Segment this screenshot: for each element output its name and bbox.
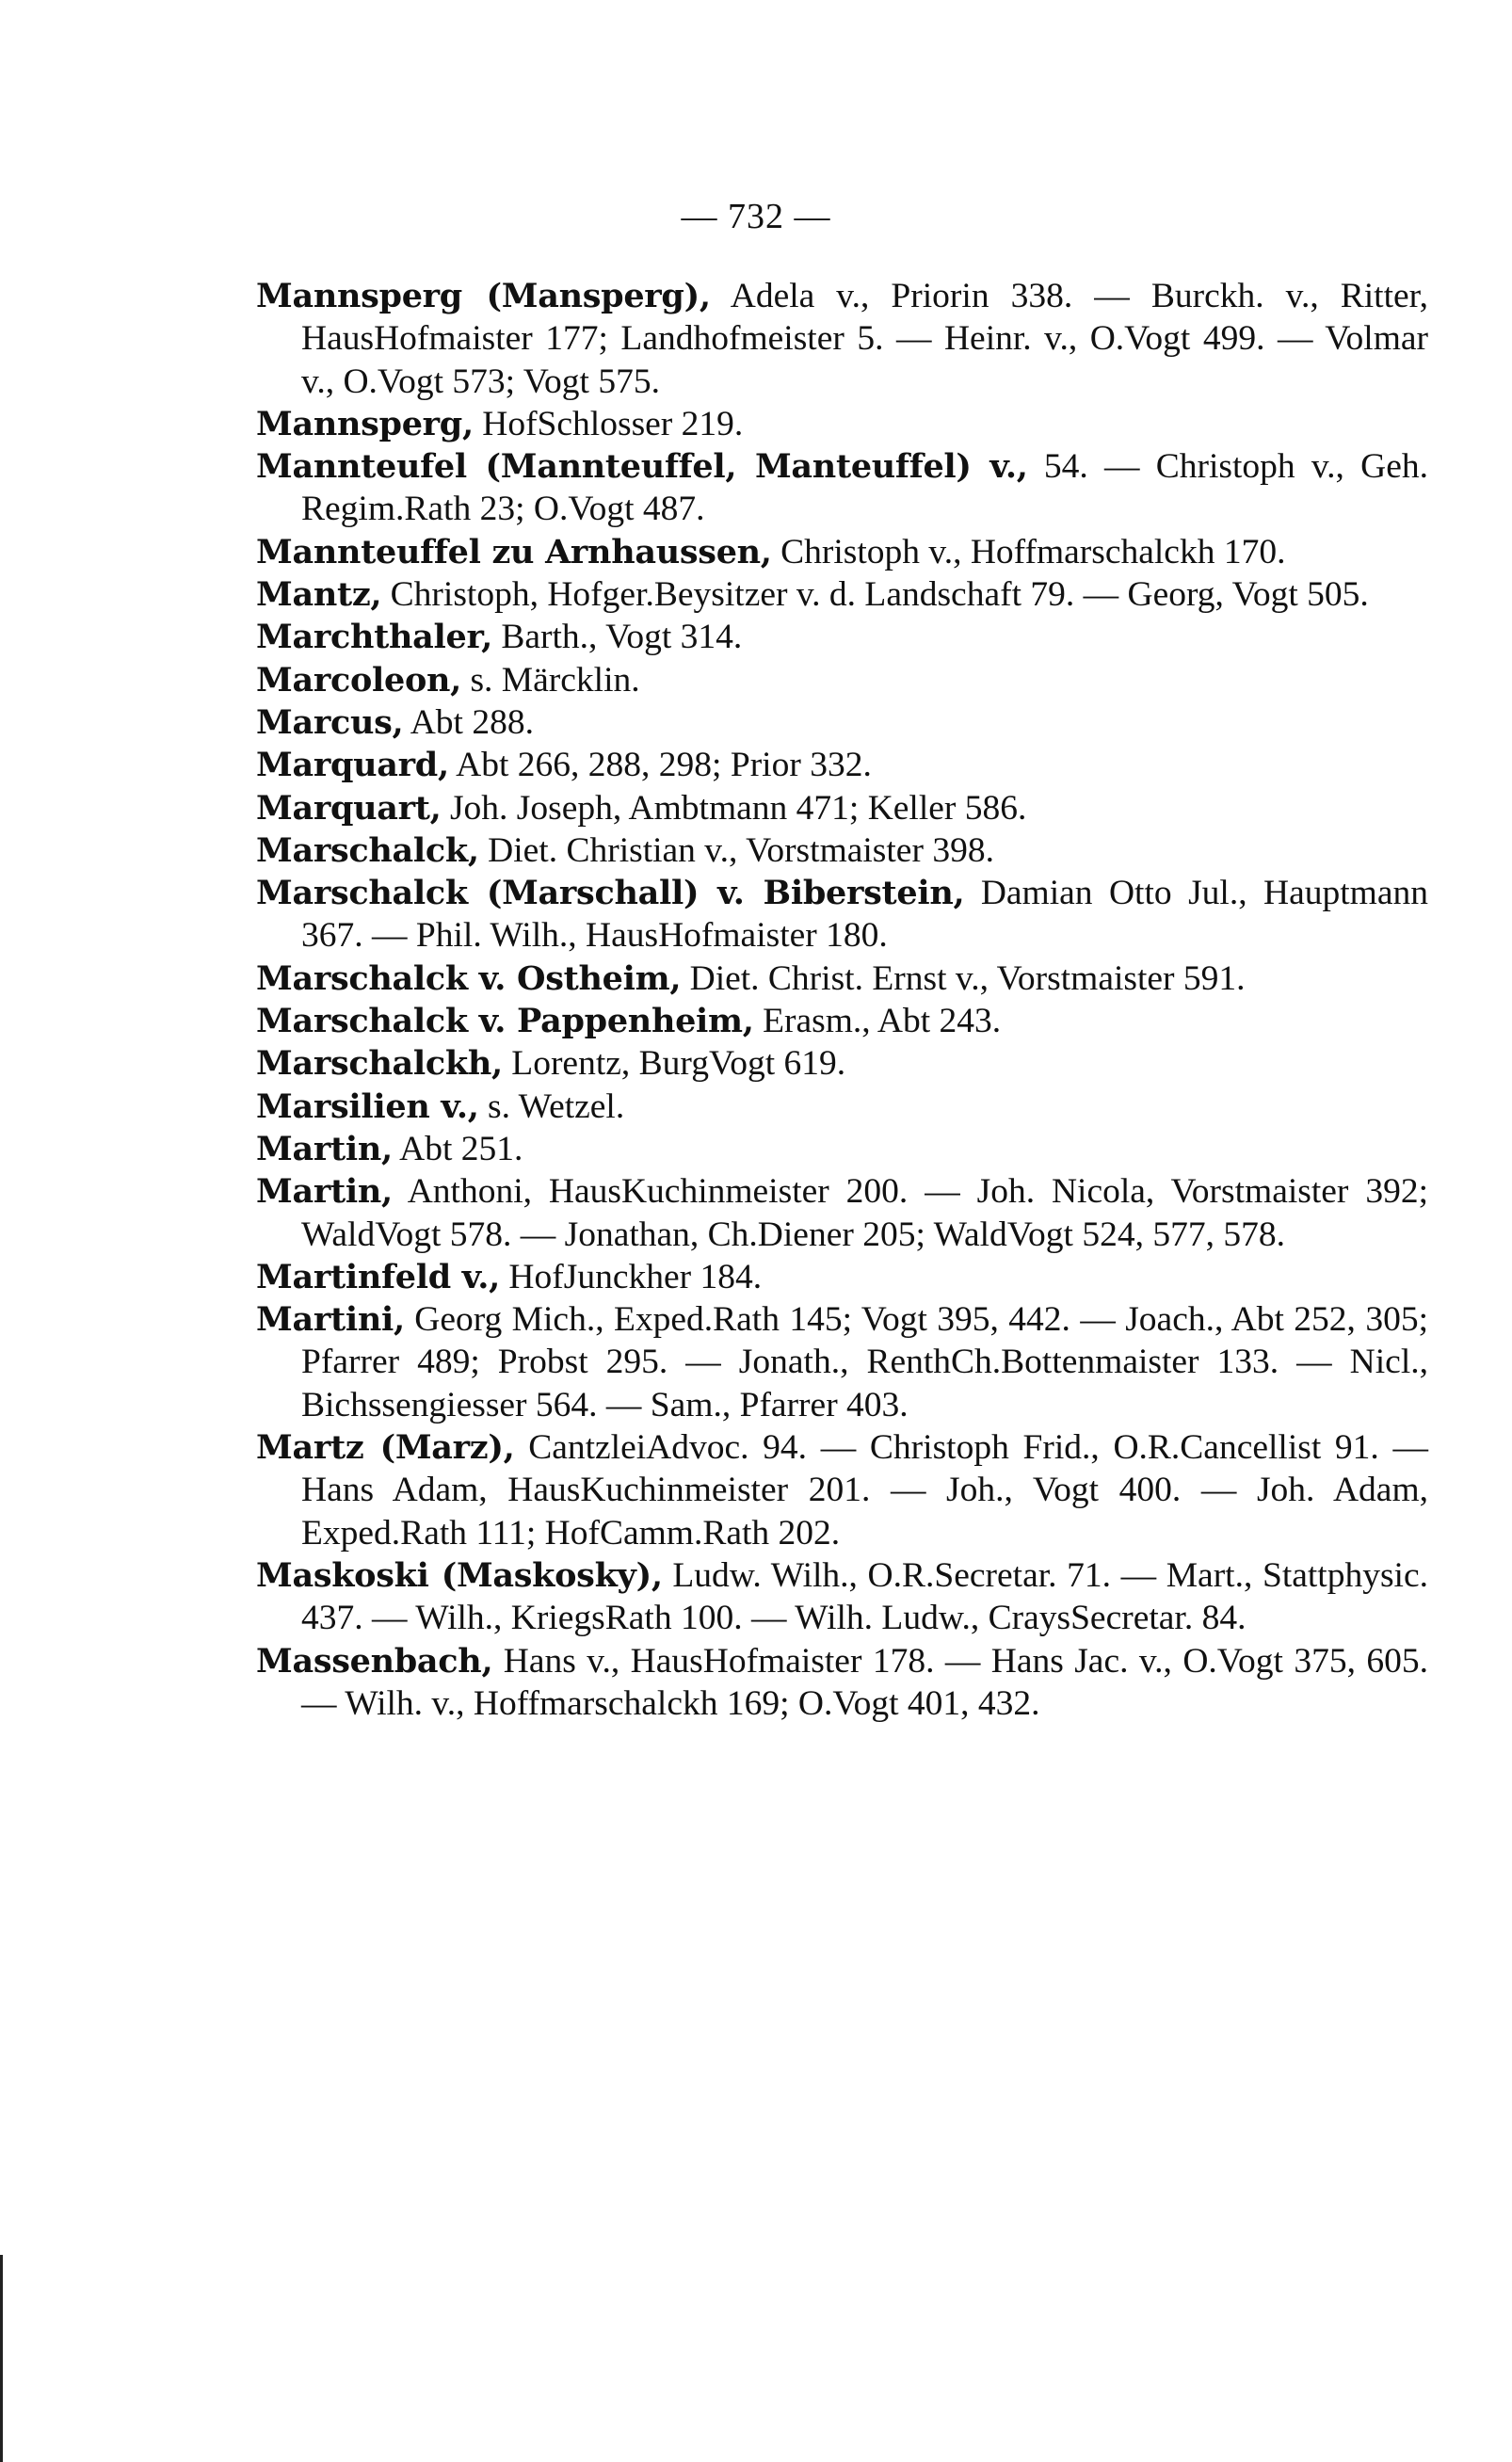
index-entry [256, 1128, 1428, 1170]
page-number: — 732 — [681, 197, 831, 236]
entry-text: s. Wetzel. [478, 1086, 625, 1126]
entry-text: Diet. Christ. Ernst v., Vorstmaister 591. [681, 958, 1246, 998]
entry-text: Abt 288. [403, 702, 534, 742]
entry-headword: Maskoski (Maskosky), [256, 1555, 663, 1595]
entry-headword: Marsilien v., [256, 1086, 479, 1126]
index-entry [256, 1256, 1428, 1298]
index-entry [256, 445, 1428, 531]
index-entry [256, 403, 1428, 445]
entry-text: Ludw. Wilh., O.R.Secretar. 71. — Mart., Stattphysic. 437. — Wilh., KriegsRath 100. — Wilh. Ludw., CraysSecretar. 84. [301, 1555, 1428, 1638]
entry-text: Erasm., Abt 243. [753, 1002, 1002, 1041]
entry-headword: Marquard, [256, 746, 449, 785]
index-entry [256, 1086, 1428, 1128]
entry-headword: Marschalck (Marschall) v. Biberstein, [256, 874, 965, 913]
entry-headword: Marschalck v. Ostheim, [256, 958, 682, 998]
index-entry [256, 275, 1428, 403]
entry-headword: Martini, [256, 1300, 405, 1340]
entry-text: Anthoni, HausKuchinmeister 200. — Joh. Nicola, Vorstmaister 392; WaldVogt 578. — Jonathan, Ch.Diener 205; WaldVogt 524, 577, 578. [301, 1172, 1428, 1254]
entry-headword: Martin, [256, 1129, 393, 1168]
entry-text: Christoph, Hofger.Beysitzer v. d. Landschaft 79. — Georg, Vogt 505. [381, 575, 1369, 615]
entry-headword: Marschalckh, [256, 1044, 503, 1084]
index-entry [256, 1426, 1428, 1554]
entry-headword: Martinfeld v., [256, 1257, 501, 1296]
entry-headword: Martin, [256, 1172, 393, 1212]
entry-text: Abt 266, 288, 298; Prior 332. [448, 746, 872, 785]
entry-text: Damian Otto Jul., Hauptmann 367. — Phil. Wilh., HausHofmaister 180. [301, 874, 1428, 956]
entry-headword: Martz (Marz), [256, 1428, 515, 1468]
index-entry [256, 616, 1428, 658]
entry-headword: Massenbach, [256, 1641, 493, 1681]
entry-text: CantzleiAdvoc. 94. — Christoph Frid., O.R.Cancellist 91. — Hans Adam, HausKuchinmeister 201. — Joh., Vogt 400. — Joh. Adam, Exped.Rath 111; HofCamm.Rath 202. [301, 1428, 1428, 1553]
entry-text: Christoph v., Hoffmarschalckh 170. [771, 532, 1286, 571]
index-entry [256, 573, 1428, 616]
entry-text: Adela v., Priorin 338. — Burckh. v., Ritter, HausHofmaister 177; Landhofmeister 5. — Heinr. v., O.Vogt 499. — Volmar v., O.Vogt 573; Vogt 575. [301, 277, 1429, 401]
index-entry [256, 1640, 1428, 1726]
binding-edge [0, 2255, 3, 2462]
entry-headword: Mantz, [256, 575, 382, 615]
index-entry [256, 1298, 1428, 1426]
entry-text: HofJunckher 184. [500, 1257, 763, 1296]
entry-text: Abt 251. [392, 1129, 523, 1168]
entry-text: Barth., Vogt 314. [491, 618, 743, 657]
entry-headword: Mannteufel (Mannteuffel, Manteuffel) v., [256, 447, 1028, 487]
entry-headword: Marcoleon, [256, 660, 462, 700]
entry-text: Hans v., HausHofmaister 178. — Hans Jac. v., O.Vogt 375, 605. — Wilh. v., Hoffmarschalckh 169; O.Vogt 401, 432. [301, 1641, 1428, 1723]
index-entry [256, 957, 1428, 1000]
entry-text: Joh. Joseph, Ambtmann 471; Keller 586. [441, 788, 1027, 828]
index-entry [256, 829, 1428, 872]
index-entry [256, 872, 1428, 957]
index-entry [256, 1170, 1428, 1256]
entry-text: HofSchlosser 219. [473, 404, 744, 443]
register-index [256, 275, 1428, 1725]
entry-headword: Mannsperg (Mansperg), [256, 277, 711, 315]
entry-text: Diet. Christian v., Vorstmaister 398. [478, 830, 994, 870]
index-entry [256, 531, 1428, 573]
entry-headword: Marquart, [256, 788, 442, 828]
entry-text: s. Märcklin. [461, 660, 640, 700]
entry-headword: Mannteuffel zu Arnhaussen, [256, 532, 772, 571]
entry-headword: Marschalck, [256, 830, 479, 870]
index-entry [256, 701, 1428, 744]
entry-text: 54. — Christoph v., Geh. Regim.Rath 23; O.Vogt 487. [301, 447, 1428, 529]
index-entry [256, 1554, 1428, 1640]
entry-headword: Marchthaler, [256, 618, 492, 657]
index-entry [256, 744, 1428, 786]
entry-headword: Mannsperg, [256, 404, 474, 443]
index-entry [256, 659, 1428, 701]
index-entry [256, 1042, 1428, 1085]
index-entry [256, 1000, 1428, 1042]
entry-headword: Marschalck v. Pappenheim, [256, 1002, 754, 1041]
entry-headword: Marcus, [256, 702, 404, 742]
entry-text: Georg Mich., Exped.Rath 145; Vogt 395, 442. — Joach., Abt 252, 305; Pfarrer 489; Probst 295. — Jonath., RenthCh.Bottenmaister 133. — Nicl., Bichssengiesser 564. — Sam., Pfarrer 403. [301, 1300, 1428, 1424]
entry-text: Lorentz, BurgVogt 619. [502, 1044, 846, 1084]
index-entry [256, 787, 1428, 829]
